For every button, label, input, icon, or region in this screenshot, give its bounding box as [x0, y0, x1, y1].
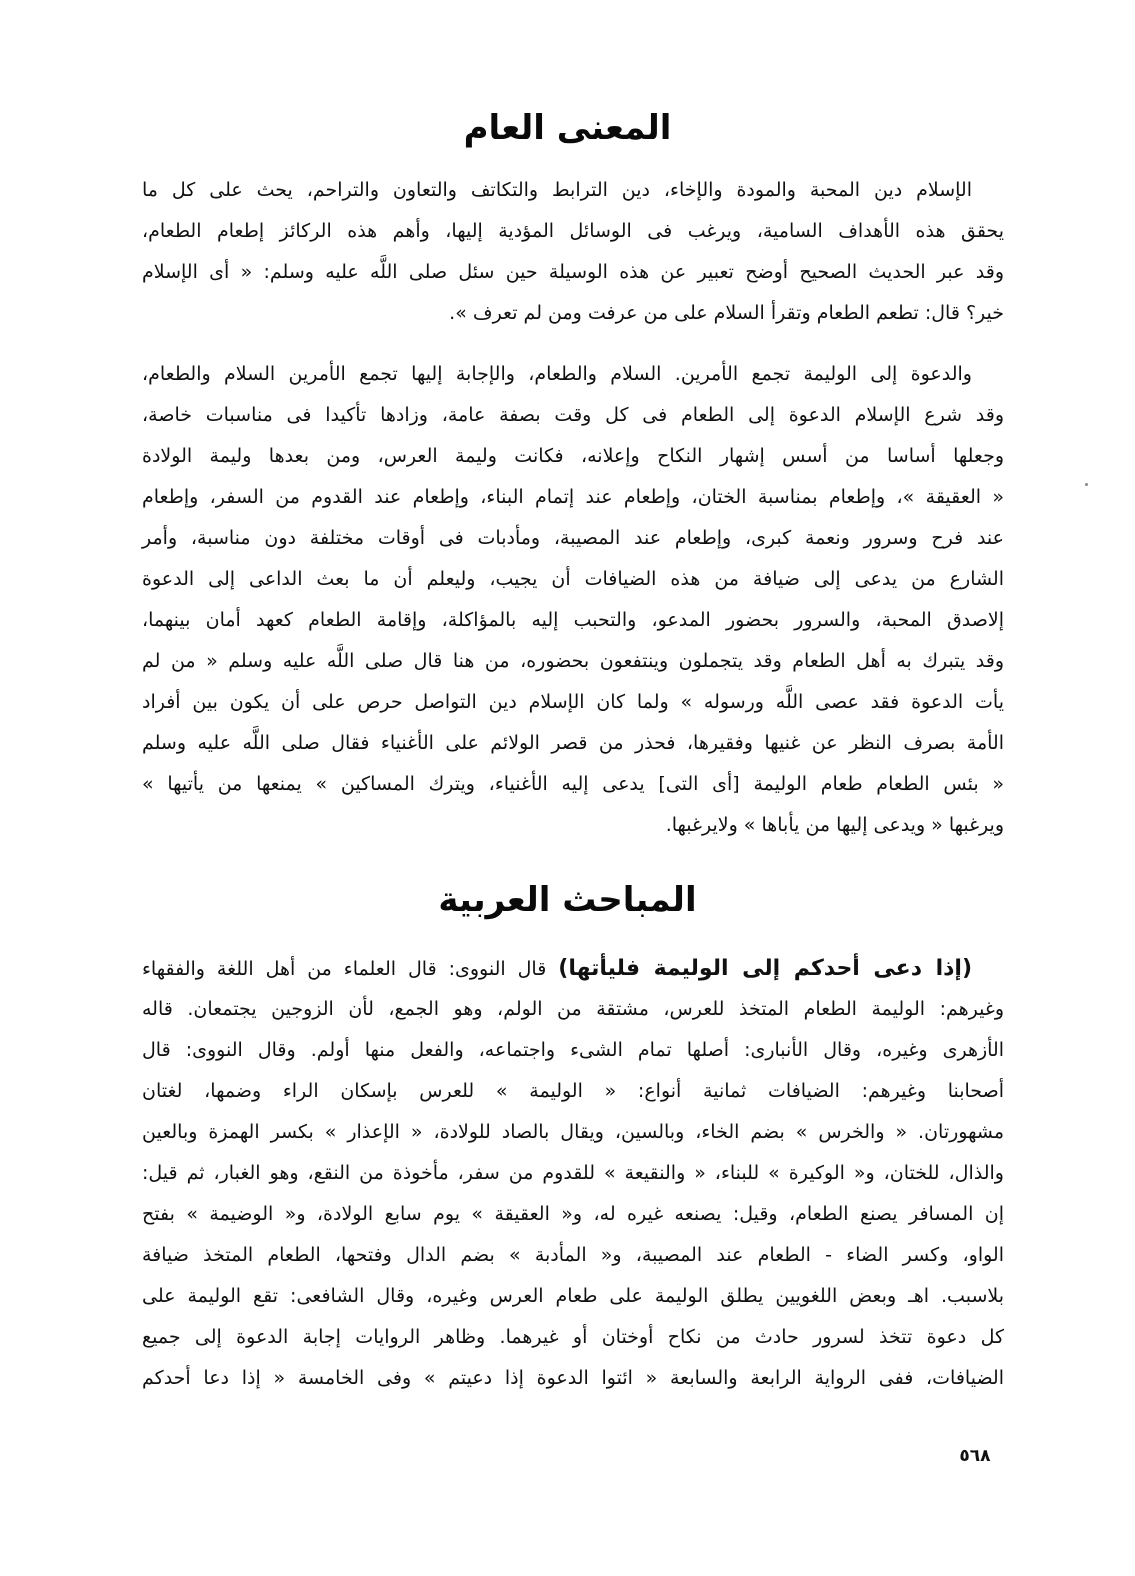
page-number: ٥٦٨ [959, 1446, 991, 1466]
text-line: الواو، وكسر الضاء - الطعام عند المصيبة، و« المأدبة » بضم الدال وفتحها، الطعام المتخذ ضيافة [142, 1244, 1004, 1266]
text-line: إن المسافر يصنع الطعام، وقيل: يصنعه غيره له، و« العقيقة » يوم سابع الولادة، و« الوضيمة » بفتح [142, 1203, 1004, 1225]
text-line: وقد يتبرك به أهل الطعام وقد يتجملون وينتفعون بحضوره، من هنا قال صلى اللَّه عليه وسلم « من لم [142, 650, 1004, 672]
hadith-quote-bold: (إذا دعى أحدكم إلى الوليمة فليأتها) [558, 956, 972, 981]
paragraph-arabic-studies [142, 948, 1004, 1399]
text-line: الأمة بصرف النظر عن غنيها وفقيرها، فحذر من قصر الولائم على الأغنياء فقال صلى اللَّه عليه وسلم [142, 732, 1004, 754]
text-line: عند فرح وسرور ونعمة كبرى، وإطعام عند المصيبة، ومأدبات فى أوقات مختلفة دون مناسبة، وأمر [142, 527, 1004, 549]
text-line: خير؟ قال: تطعم الطعام وتقرأ السلام على من عرفت ومن لم تعرف ». [449, 302, 1004, 324]
text-line: يأت الدعوة فقد عصى اللَّه ورسوله » ولما كان الإسلام دين التواصل حرص على أن يكون بين أفراد [142, 691, 1004, 713]
text-line: والذال، للختان، و« الوكيرة » للبناء، « والنقيعة » للقدوم من سفر، مأخوذة من النقع، وهو الغبار، ثم قيل: [142, 1162, 1004, 1184]
paragraph-general-meaning-2 [142, 354, 1004, 846]
text-line: وقد عبر الحديث الصحيح أوضح تعبير عن هذه الوسيلة حين سئل صلى اللَّه عليه وسلم: « أى الإسلام [142, 261, 1004, 283]
text-line: مشهورتان. « والخرس » بضم الخاء، وبالسين، ويقال بالصاد للولادة، « الإعذار » بكسر الهمزة وبالعين [142, 1121, 1004, 1143]
text-line: إلاصدق المحبة، والسرور بحضور المدعو، والتحبب إليه بالمؤاكلة، وإقامة الطعام كعهد أمان بينهما، [142, 609, 1004, 631]
text-line: الضيافات، ففى الرواية الرابعة والسابعة « ائتوا الدعوة إذا دعيتم » وفى الخامسة « إذا دعا أحدكم [142, 1367, 1004, 1389]
text-line: الإسلام دين المحبة والمودة والإخاء، دين الترابط والتكاتف والتعاون والتراحم، يحث على كل ما [142, 179, 972, 201]
section-heading-general-meaning: المعنى العام [463, 108, 672, 148]
text-line: كل دعوة تتخذ لسرور حادث من نكاح أوختان أو غيرهما. وظاهر الروايات إجابة الدعوة إلى جميع [142, 1326, 1004, 1348]
text-line-rest: قال النووى: قال العلماء من أهل اللغة والفقهاء [142, 958, 559, 980]
scan-speck [1085, 483, 1088, 486]
text-line: « بئس الطعام طعام الوليمة [أى التى] يدعى إليه الأغنياء، ويترك المساكين » يمنعها من يأتيها » [142, 773, 1004, 795]
text-line: والدعوة إلى الوليمة تجمع الأمرين. السلام والطعام، والإجابة إليها تجمع الأمرين السلام والطعام، [142, 363, 972, 385]
text-line: وجعلها أساسا من أسس إشهار النكاح وإعلانه، فكانت وليمة العرس، ومن بعدها وليمة الولادة [142, 445, 1004, 467]
text-line: ويرغبها « ويدعى إليها من يأباها » ولايرغبها. [665, 814, 1004, 836]
text-line: « العقيقة »، وإطعام بمناسبة الختان، وإطعام عند إتمام البناء، وإطعام عند القدوم من السفر، وإطعام [142, 486, 1004, 508]
text-line: وقد شرع الإسلام الدعوة إلى الطعام فى كل وقت بصفة عامة، وزادها تأكيدا فى مناسبات خاصة، [142, 404, 1004, 426]
text-line [142, 948, 1004, 989]
text-line: الشارع من يدعى إلى ضيافة من هذه الضيافات أن يجيب، وليعلم أن ما بعث الداعى إلى الدعوة [142, 568, 1004, 590]
text-line: وغيرهم: الوليمة الطعام المتخذ للعرس، مشتقة من الولم، وهو الجمع، لأن الزوجين يجتمعان. قاله [142, 998, 1004, 1020]
section-heading-arabic-studies: المباحث العربية [438, 880, 697, 920]
text-line: يحقق هذه الأهداف السامية، ويرغب فى الوسائل المؤدية إليها، وأهم هذه الركائز إطعام الطعام، [142, 220, 1004, 242]
text-line: الأزهرى وغيره، وقال الأنبارى: أصلها تمام الشىء واجتماعه، والفعل منها أولم. وقال النووى: قال [142, 1039, 1004, 1061]
text-line: أصحابنا وغيرهم: الضيافات ثمانية أنواع: « الوليمة » للعرس بإسكان الراء وضمها، لغتان [142, 1080, 1004, 1102]
paragraph-general-meaning-1 [142, 170, 1004, 334]
text-line: بلاسبب. اهـ وبعض اللغويين يطلق الوليمة على طعام العرس وغيره، وقال الشافعى: تقع الوليمة على [142, 1285, 1004, 1307]
